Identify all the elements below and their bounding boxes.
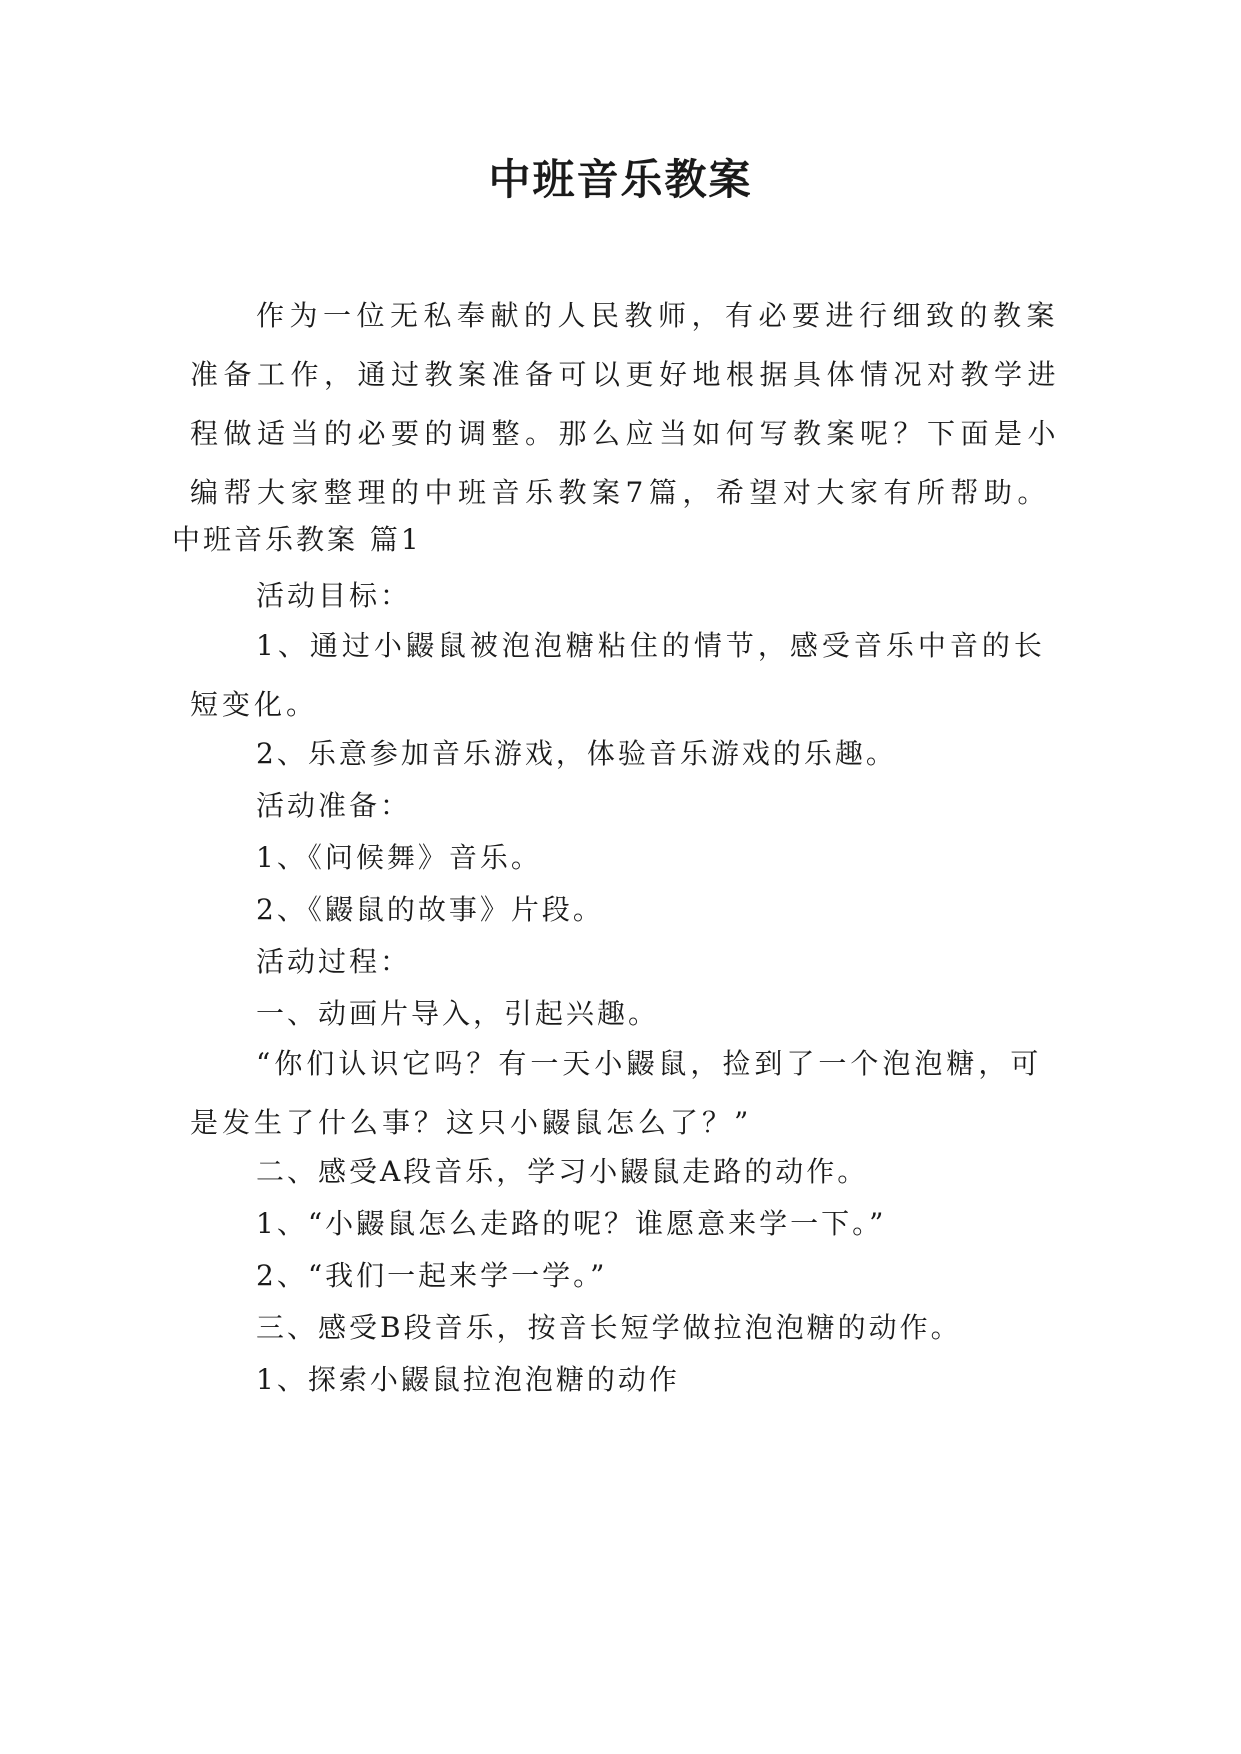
text-line: 2、《鼹鼠的故事》片段。 (256, 893, 604, 926)
text-line: 1、探索小鼹鼠拉泡泡糖的动作 (256, 1363, 680, 1396)
text-line: 1、“小鼹鼠怎么走路的呢？谁愿意来学一下。” (256, 1207, 887, 1240)
text-paragraph: 1、通过小鼹鼠被泡泡糖粘住的情节，感受音乐中音的长短变化。 (190, 629, 1046, 721)
text-line: 三、感受B段音乐，按音长短学做拉泡泡糖的动作。 (256, 1311, 962, 1344)
text-line: 活动目标： (256, 579, 412, 612)
text-paragraph: “你们认识它吗？有一天小鼹鼠，捡到了一个泡泡糖，可是发生了什么事？这只小鼹鼠怎么了？” (190, 1047, 1043, 1139)
text-line: 一、动画片导入，引起兴趣。 (256, 997, 660, 1030)
intro-paragraph: 作为一位无私奉献的人民教师，有必要进行细致的教案准备工作，通过教案准备可以更好地根据具体情况对教学进程做适当的必要的调整。那么应当如何写教案呢？下面是小编帮大家整理的中班音乐教案7篇，希望对大家有所帮助。 (190, 299, 1062, 509)
text-line: 活动准备： (256, 789, 412, 822)
text-line: 二、感受A段音乐，学习小鼹鼠走路的动作。 (256, 1155, 869, 1188)
section-heading: 中班音乐教案 篇1 (172, 523, 422, 556)
text-line: 1、《问候舞》音乐。 (256, 841, 542, 874)
text-line: 活动过程： (256, 945, 412, 978)
text-line: 2、乐意参加音乐游戏，体验音乐游戏的乐趣。 (256, 737, 897, 770)
text-line: 2、“我们一起来学一学。” (256, 1259, 608, 1292)
document-title: 中班音乐教案 (488, 155, 753, 204)
